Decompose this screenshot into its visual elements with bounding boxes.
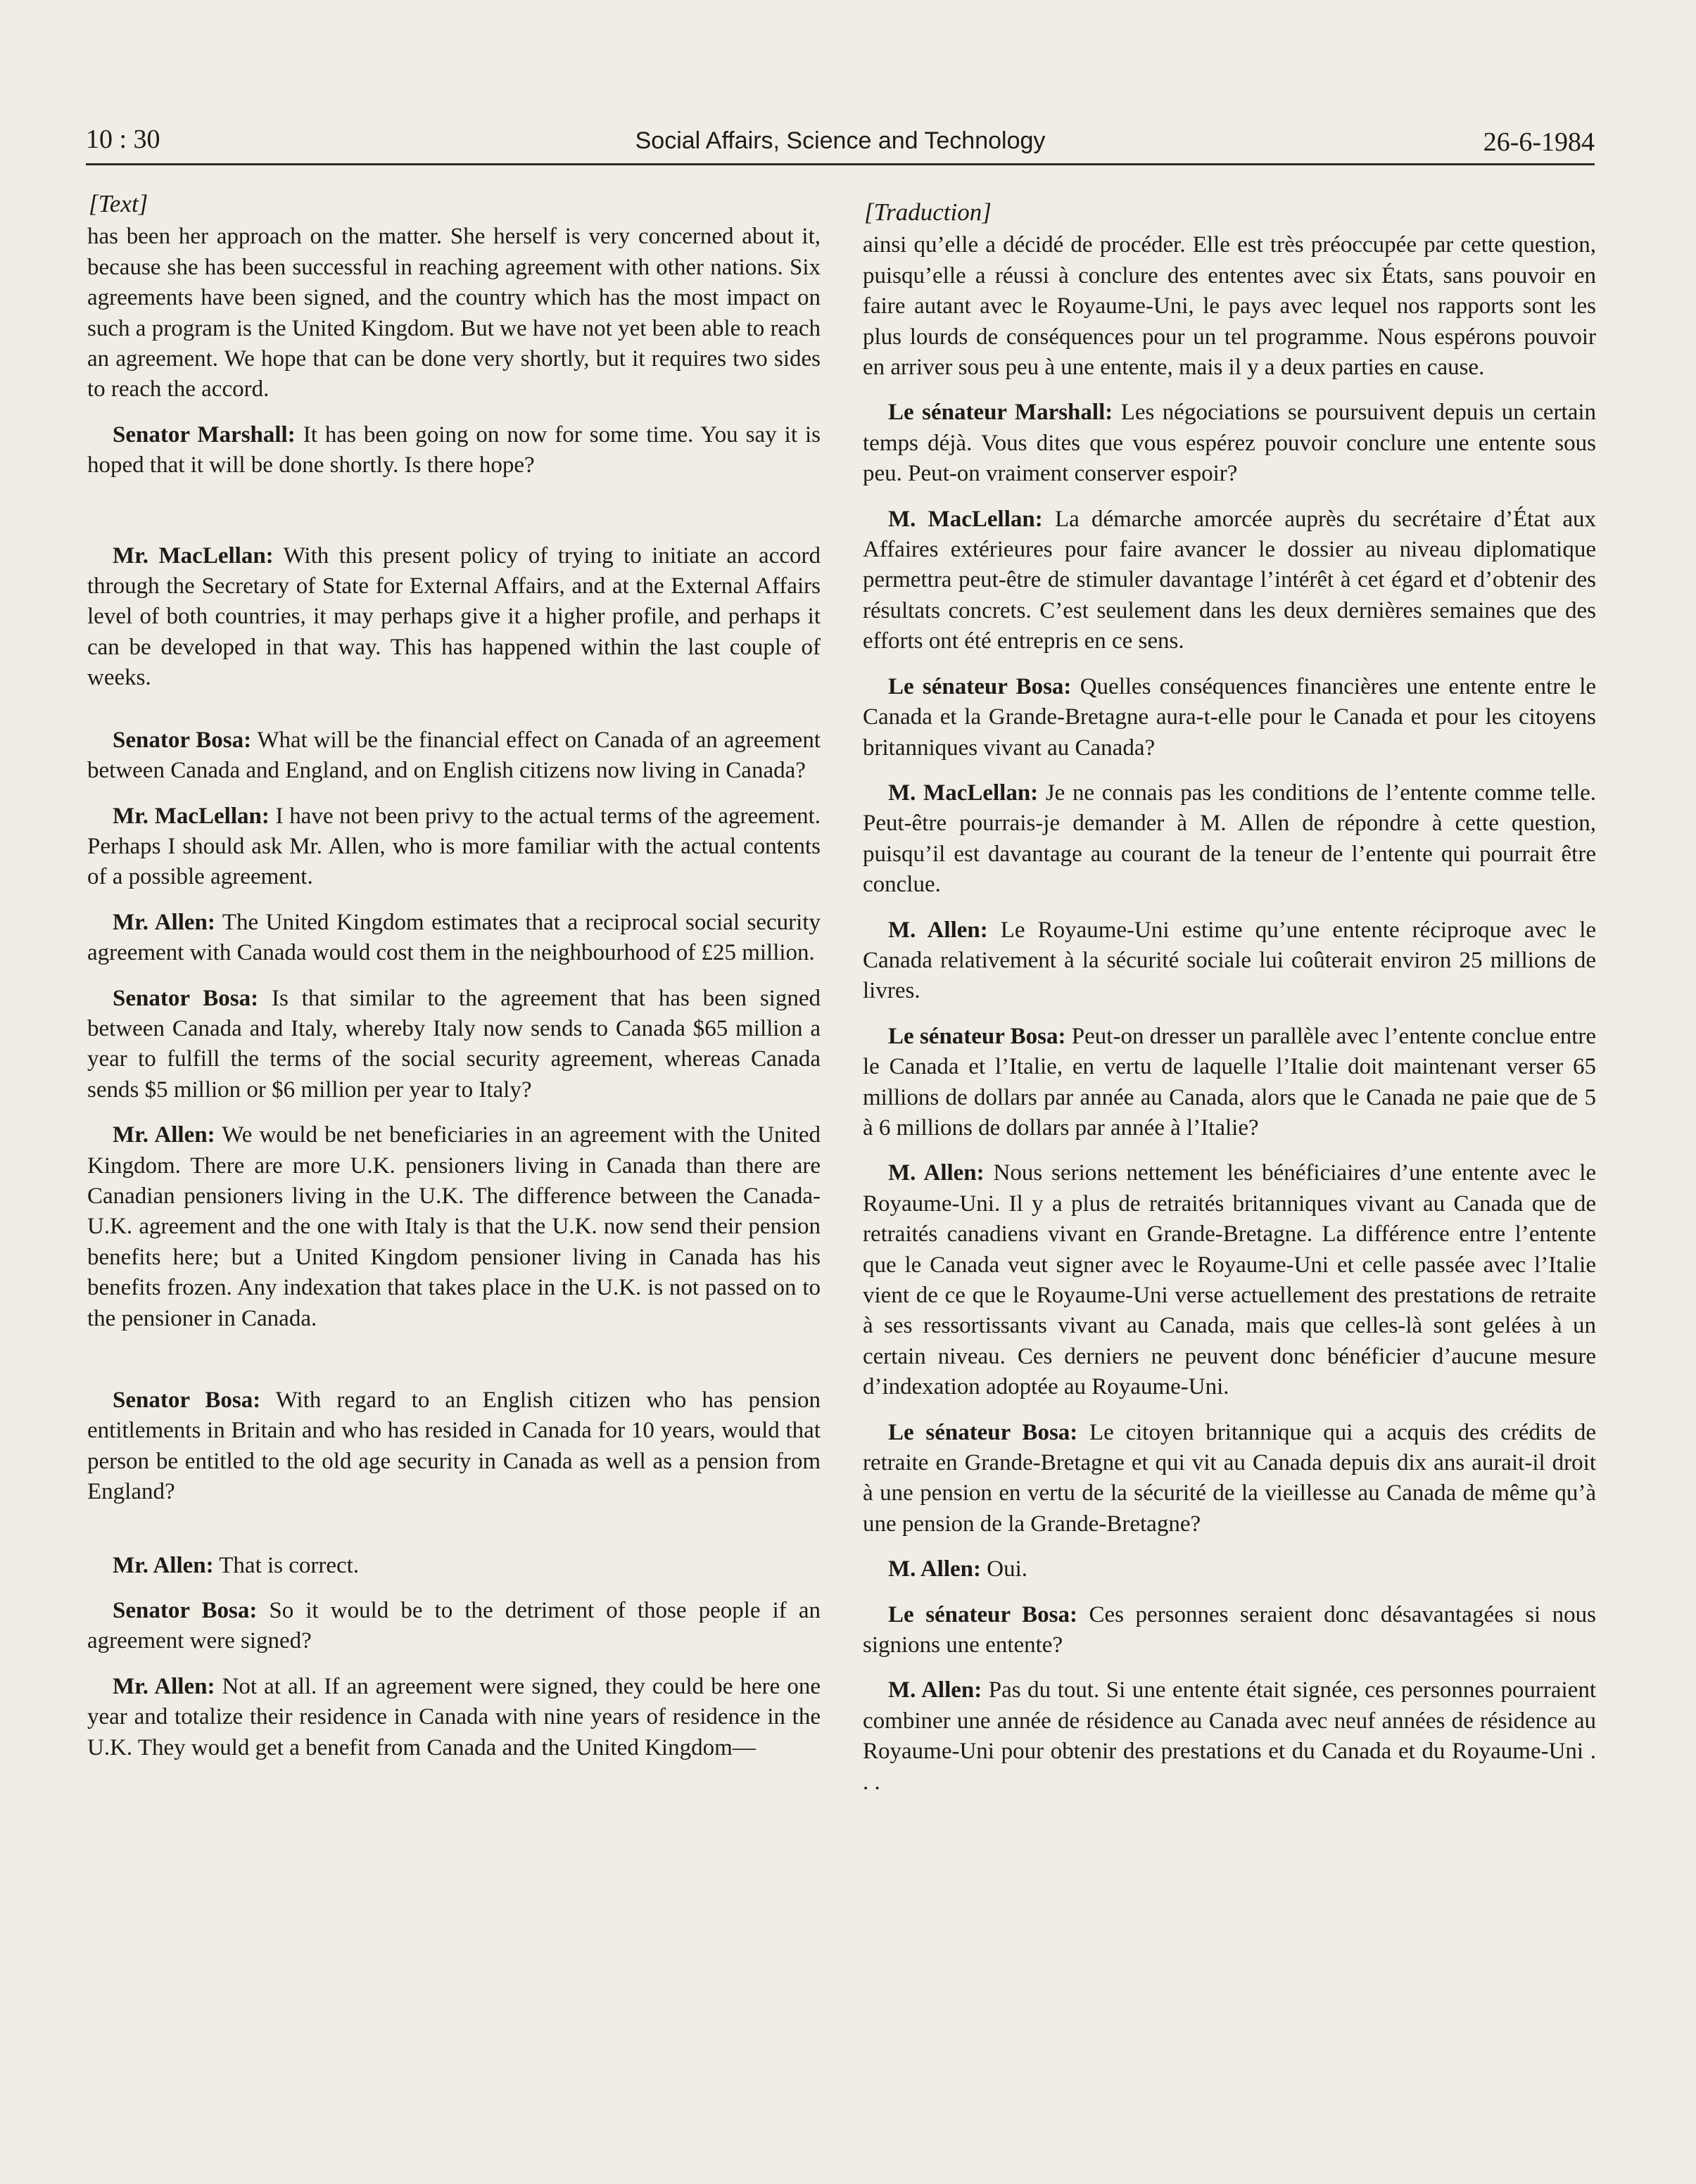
speech-text: So it would be to the detriment of those people if an agreement were signed? xyxy=(87,1598,821,1654)
speech-text: Pas du tout. Si une entente était signée, ces personnes pourraient combiner une année de résidence au Canada avec neuf années de résidence au Royaume-Uni pour obtenir des prestations et du Canada et du Royaume-Uni . . . xyxy=(863,1677,1597,1795)
speaker-name: Mr. Allen: xyxy=(113,1122,215,1148)
transcript-paragraph xyxy=(863,1554,1596,1585)
speaker-name: Senator Bosa: xyxy=(113,727,252,753)
speaker-name: Mr. Allen: xyxy=(113,909,215,935)
speaker-name: Mr. Allen: xyxy=(113,1673,215,1699)
transcript-paragraph xyxy=(863,1600,1596,1661)
speech-text: What will be the financial effect on Canada of an agreement between Canada and England, and on English citizens now living in Canada? xyxy=(87,727,821,784)
transcript-paragraph xyxy=(87,908,821,969)
speech-text: La démarche amorcée auprès du secrétaire d’État aux Affaires extérieures pour faire avancer le dossier au niveau diplomatique permettra peut-être de stimuler davantage l’intérêt à cet égard et d’obtenir des résultats concrets. C’est seulement dans les deux dernières semaines que des efforts ont été entrepris en ce sens. xyxy=(863,506,1597,654)
transcript-paragraph xyxy=(863,1022,1596,1144)
transcript-paragraph xyxy=(863,672,1596,763)
speaker-name: M. Allen: xyxy=(888,917,988,943)
speech-text: That is correct. xyxy=(219,1552,360,1578)
speech-text: Nous serions nettement les bénéficiaires d’une entente avec le Royaume-Uni. Il y a plus de retraités britanniques vivant au Canada que de retraités canadiens vivant en Grande-Bretagne. La différence entre l’entente que le Canada veut signer avec le Royaume-Uni et celle passée avec l’Italie vient de ce que le Royaume-Uni verse actuellement des prestations de retraite à ses ressortissants vivant au Canada, mais que celles-là sont gelées à un certain niveau. Ces derniers ne peuvent donc bénéficier d’aucune mesure d’indexation adoptée au Royaume-Uni. xyxy=(863,1160,1597,1400)
transcript-paragraph xyxy=(87,801,821,893)
speaker-name: M. MacLellan: xyxy=(888,506,1043,532)
speech-text: The United Kingdom estimates that a reciprocal social security agreement with Canada would cost them in the neighbourhood of £25 million. xyxy=(87,909,821,966)
speech-text: With this present policy of trying to initiate an accord through the Secretary of State for External Affairs, and at the External Affairs level of both countries, it may perhaps give it a higher profile, and perhaps it can be developed in that way. This has happened within the last couple of weeks. xyxy=(87,542,821,691)
transcript-paragraph xyxy=(87,1385,821,1508)
english-column xyxy=(87,189,821,1778)
transcript-paragraph xyxy=(87,541,821,694)
french-column xyxy=(863,197,1596,1812)
running-title: Social Affairs, Science and Technology xyxy=(635,127,1046,154)
transcript-paragraph xyxy=(87,222,821,405)
speech-text: Les négociations se poursuivent depuis un certain temps déjà. Vous dites que vous espérez pouvoir conclure une entente sous peu. Peut-on vraiment conserver espoir? xyxy=(863,400,1597,487)
transcript-paragraph xyxy=(87,1596,821,1657)
page-number: 10 : 30 xyxy=(86,125,160,154)
transcript-paragraph xyxy=(87,984,821,1106)
transcript-paragraph xyxy=(863,504,1596,657)
speech-text: Not at all. If an agreement were signed, they could be here one year and totalize their residence in Canada with nine years of residence in the U.K. They would get a benefit from Canada and the United Kingdom— xyxy=(87,1673,821,1760)
speaker-name: Le sénateur Marshall: xyxy=(888,400,1113,426)
speech-text: Je ne connais pas les conditions de l’entente comme telle. Peut-être pourrais-je demander à M. Allen de répondre à cette question, puisqu’il est davantage au courant de la teneur de l’entente qui pourrait être conclue. xyxy=(863,780,1597,898)
transcript-paragraph xyxy=(87,1672,821,1763)
speaker-name: Mr. MacLellan: xyxy=(113,542,274,569)
speaker-name: Mr. Allen: xyxy=(113,1552,214,1578)
transcript-paragraph xyxy=(863,1158,1596,1402)
transcript-paragraph xyxy=(863,398,1596,489)
speech-text: With regard to an English citizen who has pension entitlements in Britain and who has resided in Canada for 10 years, would that person be entitled to the old age security in Canada as well as a pension from England? xyxy=(87,1388,821,1505)
speaker-name: Le sénateur Bosa: xyxy=(888,1023,1066,1049)
transcript-paragraph xyxy=(863,1675,1596,1798)
speech-text: Peut-on dresser un parallèle avec l’entente conclue entre le Canada et l’Italie, en vertu de laquelle l’Italie doit maintenant verser 65 millions de dollars par année au Canada, alors que le Canada ne paie que de 5 à 6 millions de dollars par année à l’Italie? xyxy=(863,1023,1596,1141)
speech-text: Ces personnes seraient donc désavantagées si nous signions une entente? xyxy=(863,1601,1597,1658)
speech-text: We would be net beneficiaries in an agreement with the United Kingdom. There are more U.K. pensioners living in Canada than there are Canadian pensioners living in the U.K. The difference between the Canada-U.K. agreement and the one with Italy is that the U.K. now send their pension benefits here; but a United Kingdom pensioner living in Canada has his benefits frozen. Any indexation that takes place in the U.K. is not passed on to the pensioner in Canada. xyxy=(87,1122,821,1331)
transcript-paragraph xyxy=(863,1418,1596,1540)
transcript-paragraph xyxy=(87,725,821,787)
speaker-name: Senator Bosa: xyxy=(113,985,259,1011)
speaker-name: M. MacLellan: xyxy=(888,780,1039,806)
page-header xyxy=(86,118,1595,165)
page-date: 26-6-1984 xyxy=(1483,127,1595,157)
speech-text: It has been going on now for some time. You say it is hoped that it will be done shortly. Is there hope? xyxy=(87,421,821,478)
transcript-paragraph xyxy=(87,1120,821,1334)
speech-text: I have not been privy to the actual terms of the agreement. Perhaps I should ask Mr. Allen, who is more familiar with the actual contents of a possible agreement. xyxy=(87,803,821,890)
speaker-name: M. Allen: xyxy=(888,1160,985,1186)
speaker-name: Senator Bosa: xyxy=(113,1388,261,1413)
speaker-name: M. Allen: xyxy=(888,1677,982,1703)
language-tag: [Text] xyxy=(89,190,148,217)
speech-text: Quelles conséquences financières une entente entre le Canada et la Grande-Bretagne aura-t-elle pour le Canada et pour les citoyens britanniques vivant au Canada? xyxy=(863,673,1597,761)
transcript-paragraph xyxy=(863,915,1596,1007)
speaker-name: Le sénateur Bosa: xyxy=(888,673,1072,699)
transcript-paragraph xyxy=(863,230,1596,383)
speech-text: has been her approach on the matter. She herself is very concerned about it, because she has been successful in reaching agreement with other nations. Six agreements have been signed, and the country which has the most impact on such a program is the United Kingdom. But we have not yet been able to reach an agreement. We hope that can be done very shortly, but it requires two sides to reach the accord. xyxy=(87,224,821,402)
speech-text: Le Royaume-Uni estime qu’une entente réciproque avec le Canada relativement à la sécurité sociale lui coûterait environ 25 millions de livres. xyxy=(863,917,1597,1004)
speaker-name: Senator Marshall: xyxy=(113,421,296,447)
transcript-paragraph xyxy=(87,420,821,481)
speech-text: Le citoyen britannique qui a acquis des crédits de retraite en Grande-Bretagne et qui vit au Canada depuis dix ans aurait-il droit à une pension en vertu de la sécurité de la vieillesse au Canada de même qu’à une pension de la Grande-Bretagne? xyxy=(863,1419,1596,1537)
speaker-name: M. Allen: xyxy=(888,1556,981,1582)
speech-text: Oui. xyxy=(987,1556,1027,1582)
transcript-paragraph xyxy=(863,778,1596,901)
speaker-name: Senator Bosa: xyxy=(113,1598,258,1624)
language-tag: [Traduction] xyxy=(864,198,992,226)
transcript-paragraph xyxy=(87,1551,821,1581)
speaker-name: Le sénateur Bosa: xyxy=(888,1601,1077,1627)
speaker-name: Mr. MacLellan: xyxy=(113,803,270,829)
speech-text: ainsi qu’elle a décidé de procéder. Elle est très préoccupée par cette question, puisqu’elle a réussi à conclure des ententes avec six États, sans pouvoir en faire autant avec le Royaume-Uni, le pays avec lequel nos rapports sont les plus lourds de conséquences pour un tel programme. Nous espérons pouvoir en arriver sous peu à une entente, mais il y a deux parties en cause. xyxy=(863,232,1596,381)
speaker-name: Le sénateur Bosa: xyxy=(888,1419,1078,1445)
speech-text: Is that similar to the agreement that has been signed between Canada and Italy, whereby Italy now sends to Canada $65 million a year to fulfill the terms of the social security agreement, whereas Canada sends $5 million or $6 million per year to Italy? xyxy=(87,985,821,1103)
